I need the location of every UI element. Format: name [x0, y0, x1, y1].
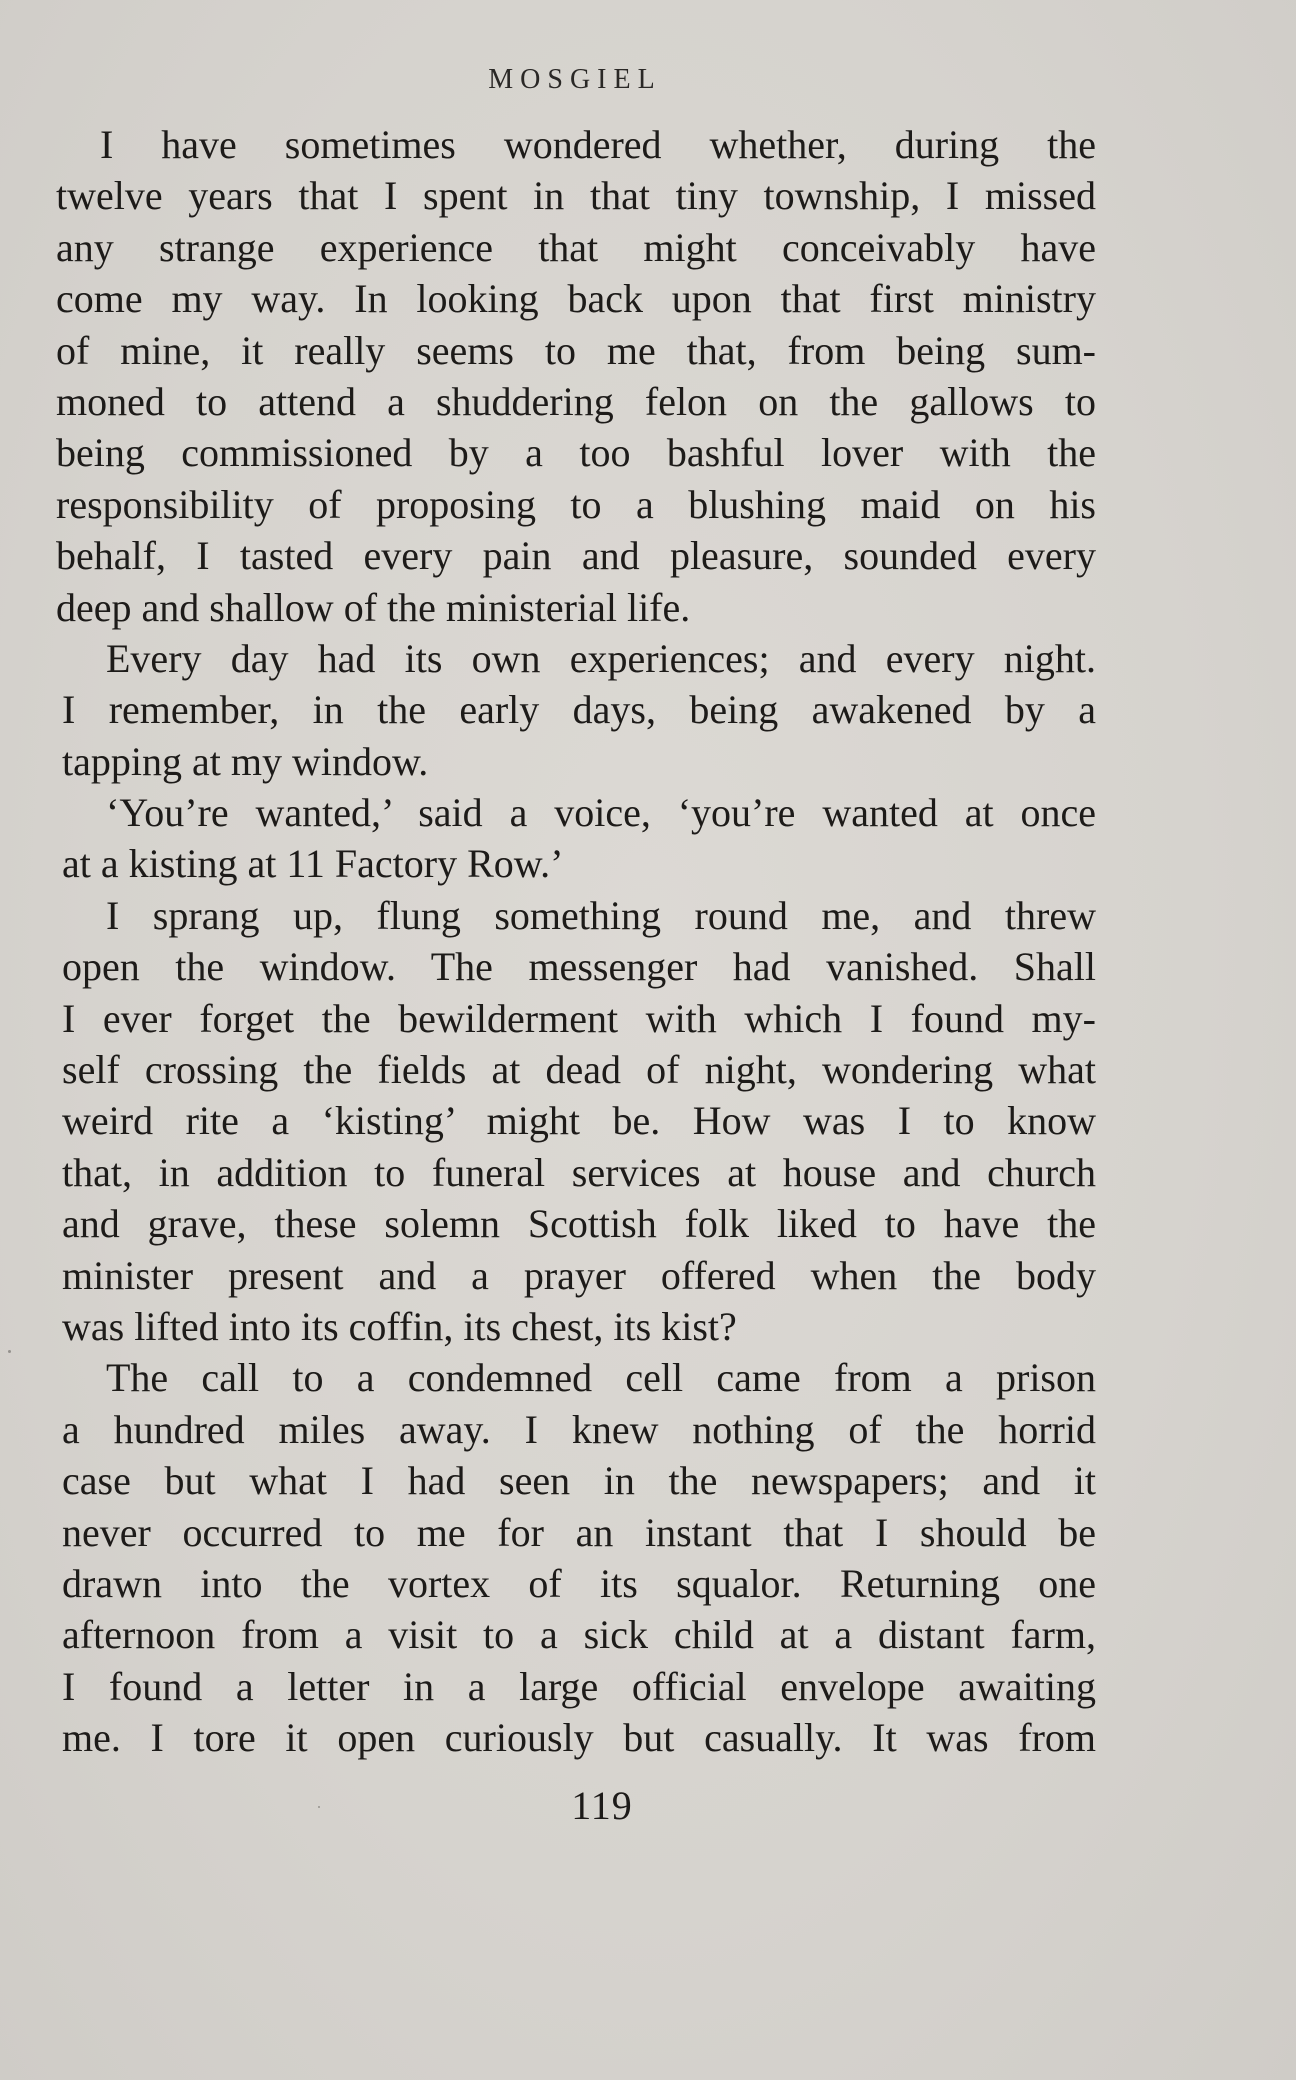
text-line: self crossing the fields at dead of night, wondering what: [62, 1047, 1096, 1093]
text-line: Every day had its own experiences; and every night.: [106, 635, 1096, 681]
text-line: I sprang up, flung something round me, and threw: [106, 892, 1096, 938]
text-line: I remember, in the early days, being awakened by a: [62, 687, 1096, 733]
text-line: come my way. In looking back upon that first ministry: [56, 276, 1096, 322]
text-line: at a kisting at 11 Factory Row.’: [62, 841, 564, 887]
text-line: I have sometimes wondered whether, during the: [100, 122, 1096, 167]
text-line: minister present and a prayer offered when the body: [62, 1252, 1096, 1298]
page-number: 119: [571, 1783, 633, 1828]
text-line: drawn into the vortex of its squalor. Returning one: [62, 1560, 1096, 1606]
text-line: behalf, I tasted every pain and pleasure, sounded every: [56, 533, 1096, 579]
text-line: a hundred miles away. I knew nothing of the horrid: [62, 1406, 1096, 1452]
text-line: responsibility of proposing to a blushing maid on his: [56, 481, 1096, 527]
text-line: tapping at my window.: [62, 738, 429, 784]
text-line: never occurred to me for an instant that I should be: [62, 1509, 1096, 1555]
text-line: I found a letter in a large official envelope awaiting: [62, 1663, 1096, 1709]
text-line: and grave, these solemn Scottish folk liked to have the: [62, 1201, 1096, 1247]
text-line: me. I tore it open curiously but casually. It was from: [62, 1715, 1096, 1761]
body-text: [56, 119, 1096, 1764]
text-line: afternoon from a visit to a sick child at a distant farm,: [62, 1612, 1096, 1658]
text-line: of mine, it really seems to me that, from being sum-: [56, 327, 1096, 373]
paper-speck: [318, 1806, 320, 1808]
text-line: any strange experience that might conceivably have: [56, 224, 1096, 270]
text-line: case but what I had seen in the newspapers; and it: [62, 1458, 1096, 1504]
text-line: deep and shallow of the ministerial life.: [56, 584, 691, 630]
text-line: ‘You’re wanted,’ said a voice, ‘you’re wanted at once: [106, 790, 1096, 836]
text-line: was lifted into its coffin, its chest, its kist?: [62, 1303, 737, 1349]
text-line: that, in addition to funeral services at house and church: [62, 1149, 1096, 1195]
running-head: MOSGIEL: [488, 64, 662, 95]
text-line: open the window. The messenger had vanished. Shall: [62, 944, 1096, 990]
text-line: moned to attend a shuddering felon on the gallows to: [56, 378, 1096, 424]
text-line: I ever forget the bewilderment with which I found my-: [62, 995, 1096, 1041]
text-line: being commissioned by a too bashful lover with the: [56, 430, 1096, 476]
text-line: The call to a condemned cell came from a prison: [106, 1355, 1096, 1401]
paper-speck: [8, 1350, 11, 1353]
text-line: weird rite a ‘kisting’ might be. How was I to know: [62, 1098, 1096, 1144]
text-line: twelve years that I spent in that tiny township, I missed: [56, 173, 1096, 219]
